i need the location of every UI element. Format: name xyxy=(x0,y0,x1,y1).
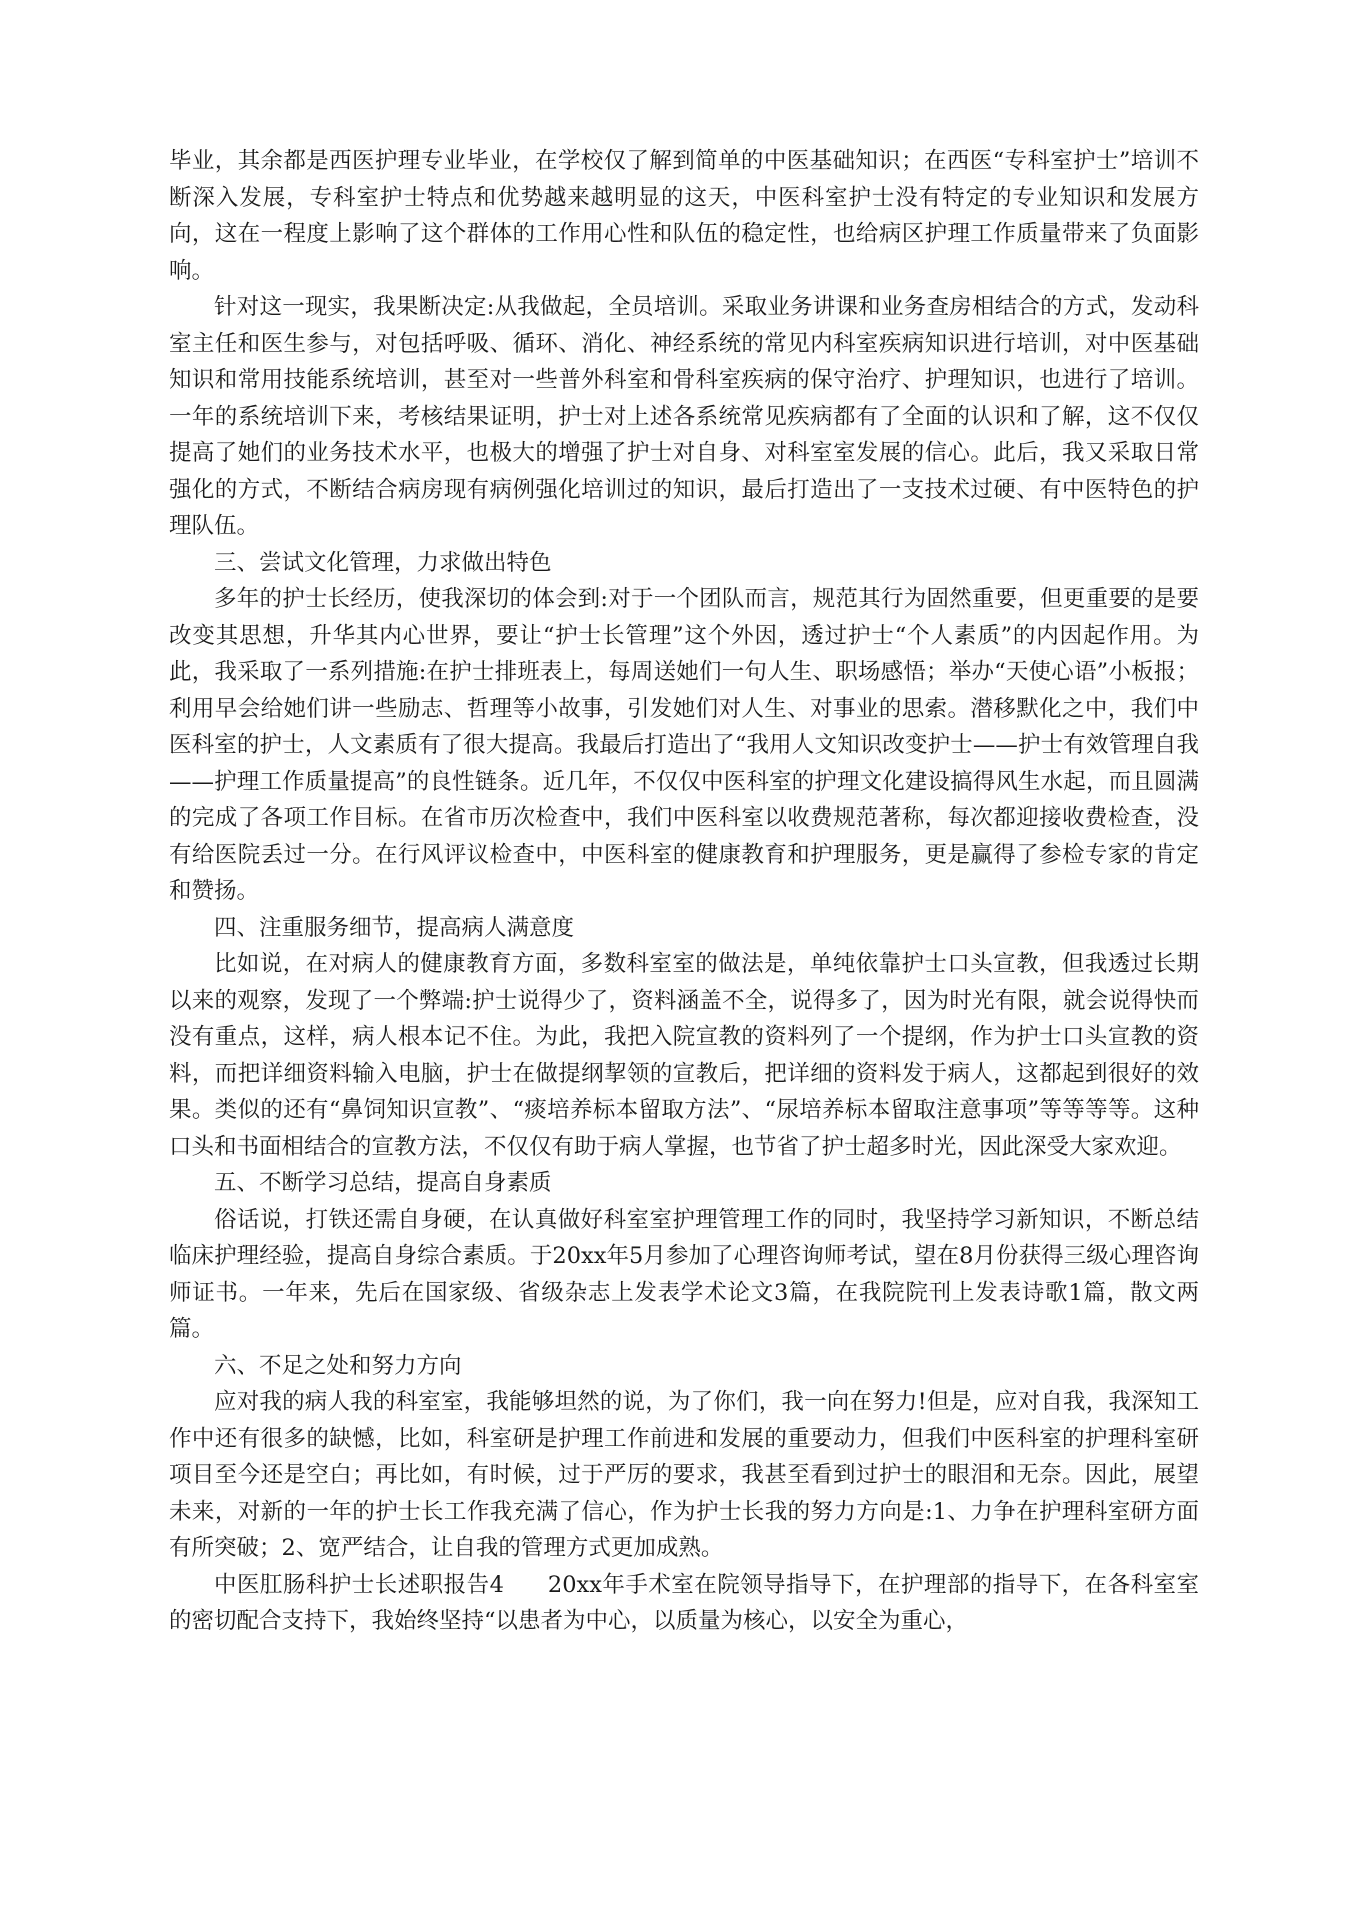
section-heading-4: 四、注重服务细节，提高病人满意度 xyxy=(214,914,575,941)
paragraph-2: 针对这一现实，我果断决定:从我做起，全员培训。采取业务讲课和业务查房相结合的方式，发动科室主任和医生参与，对包括呼吸、循环、消化、神经系统的常见内科室疾病知识进行培训，对中医基础知识和常用技能系统培训，甚至对一些普外科室和骨科室疾病的保守治疗、护理知识，也进行了培训。一年的系统培训下来，考核结果证明，护士对上述各系统常见疾病都有了全面的认识和了解，这不仅仅提高了她们的业务技术水平，也极大的增强了护士对自身、对科室室发展的信心。此后，我又采取日常强化的方式，不断结合病房现有病例强化培训过的知识，最后打造出了一支技术过硬、有中医特色的护理队伍。 xyxy=(169,294,1199,539)
paragraph-1: 毕业，其余都是西医护理专业毕业，在学校仅了解到简单的中医基础知识；在西医“专科室护士”培训不断深入发展，专科室护士特点和优势越来越明显的这天，中医科室护士没有特定的专业知识和发展方向，这在一程度上影响了这个群体的工作用心性和队伍的稳定性，也给病区护理工作质量带来了负面影响。 xyxy=(169,148,1199,284)
report-4-title: 中医肛肠科护士长述职报告4 xyxy=(214,1571,504,1598)
paragraph-4: 比如说，在对病人的健康教育方面，多数科室室的做法是，单纯依靠护士口头宣教，但我透过长期以来的观察，发现了一个弊端:护士说得少了，资料涵盖不全，说得多了，因为时光有限，就会说得快而没有重点，这样，病人根本记不住。为此，我把入院宣教的资料列了一个提纲，作为护士口头宣教的资料，而把详细资料输入电脑，护士在做提纲挈领的宣教后，把详细的资料发于病人，这都起到很好的效果。类似的还有“鼻饲知识宣教”、“痰培养标本留取方法”、“尿培养标本留取注意事项”等等等等。这种口头和书面相结合的宣教方法，不仅仅有助于病人掌握，也节省了护士超多时光，因此深受大家欢迎。 xyxy=(169,951,1199,1160)
paragraph-3: 多年的护士长经历，使我深切的体会到:对于一个团队而言，规范其行为固然重要，但更重要的是要改变其思想，升华其内心世界，要让“护士长管理”这个外因，透过护士“个人素质”的内因起作用。为此，我采取了一系列措施:在护士排班表上，每周送她们一句人生、职场感悟；举办“天使心语”小板报；利用早会给她们讲一些励志、哲理等小故事，引发她们对人生、对事业的思索。潜移默化之中，我们中医科室的护士，人文素质有了很大提高。我最后打造出了“我用人文知识改变护士——护士有效管理自我——护理工作质量提高”的良性链条。近几年，不仅仅中医科室的护理文化建设搞得风生水起，而且圆满的完成了各项工作目标。在省市历次检查中，我们中医科室以收费规范著称，每次都迎接收费检查，没有给医院丢过一分。在行风评议检查中，中医科室的健康教育和护理服务，更是赢得了参检专家的肯定和赞扬。 xyxy=(169,586,1199,904)
section-heading-3: 三、尝试文化管理，力求做出特色 xyxy=(214,549,552,576)
report-4-text: 20xx年手术室在院领导指导下，在护理部的指导下，在各科室室的密切配合支持下，我始终坚持“以患者为中心，以质量为核心，以安全为重心， xyxy=(169,1571,1199,1634)
paragraph-5: 俗话说，打铁还需自身硬，在认真做好科室室护理管理工作的同时，我坚持学习新知识，不断总结临床护理经验，提高自身综合素质。于20xx年5月参加了心理咨询师考试，望在8月份获得三级心理咨询师证书。一年来，先后在国家级、省级杂志上发表学术论文3篇，在我院院刊上发表诗歌1篇，散文两篇。 xyxy=(169,1206,1199,1342)
section-heading-5: 五、不断学习总结，提高自身素质 xyxy=(214,1170,552,1196)
section-heading-6: 六、不足之处和努力方向 xyxy=(214,1352,462,1379)
paragraph-6: 应对我的病人我的科室室，我能够坦然的说，为了你们，我一向在努力!但是，应对自我，我深知工作中还有很多的缺憾，比如，科室研是护理工作前进和发展的重要动力，但我们中医科室的护理科室研项目至今还是空白；再比如，有时候，过于严厉的要求，我甚至看到过护士的眼泪和无奈。因此，展望未来，对新的一年的护士长工作我充满了信心，作为护士长我的努力方向是:1、力争在护理科室研方面有所突破；2、宽严结合，让自我的管理方式更加成熟。 xyxy=(169,1389,1199,1561)
report-4-paragraph xyxy=(169,1567,1199,1640)
document-body xyxy=(169,143,1199,1640)
